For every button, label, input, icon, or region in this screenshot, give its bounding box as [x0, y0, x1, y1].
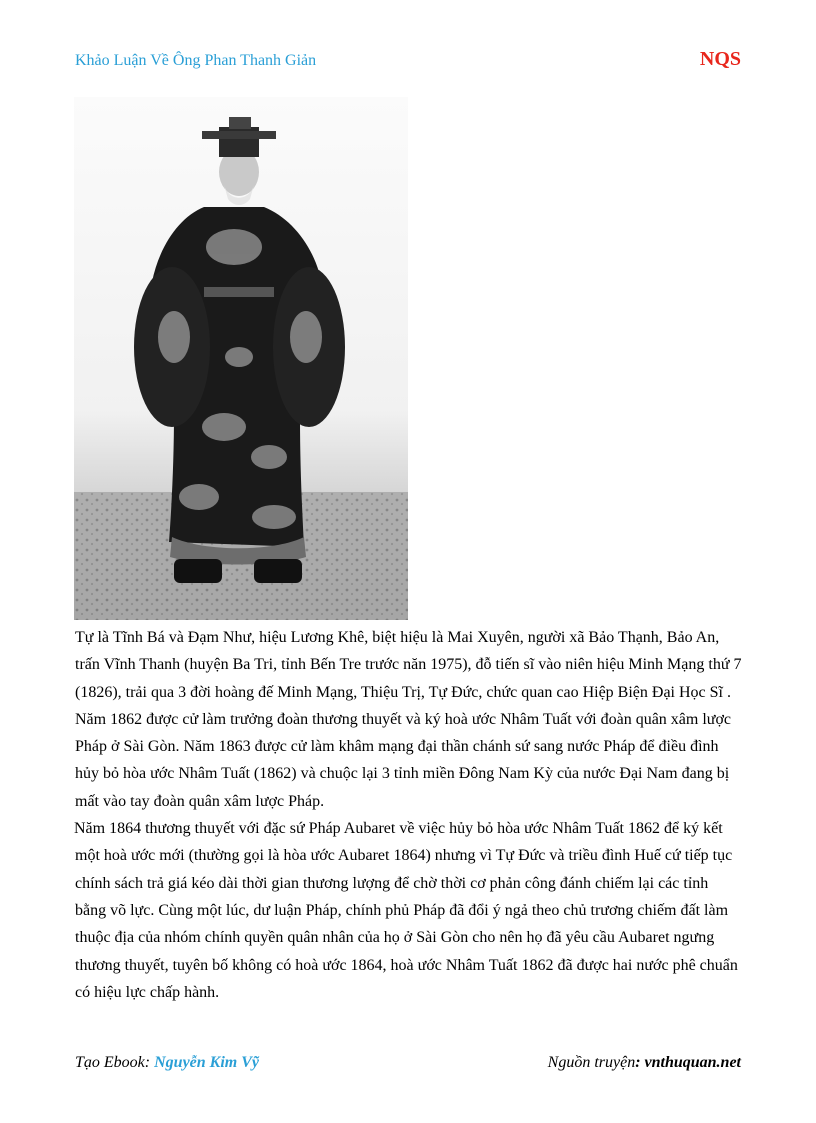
footer-credit-label: Tạo Ebook: [75, 1054, 145, 1071]
footer-source-sep: :: [635, 1054, 645, 1071]
body-text: [75, 624, 743, 1006]
paragraph-1: Tự là Tĩnh Bá và Đạm Như, hiệu Lương Khê, biệt hiệu là Mai Xuyên, người xã Bảo Thạnh, Bảo An, trấn Vĩnh Thanh (huyện Ba Tri, tỉnh Bến Tre trước năn 1975), đỗ tiến sĩ vào niên hiệu Minh Mạng thứ 7 (1826), trải qua 3 đời hoàng đế Minh Mạng, Thiệu Trị, Tự Đức, chức quan cao Hiệp Biện Đại Học Sĩ . Năm 1862 được cử làm trưởng đoàn thương thuyết và ký hoà ước Nhâm Tuất với đoàn quân xâm lược Pháp ở Sài Gòn. Năm 1863 được cử làm khâm mạng đại thần chánh sứ sang nước Pháp để điều đình hủy bỏ hòa ước Nhâm Tuất (1862) và chuộc lại 3 tỉnh miền Đông Nam Kỳ của nước Đại Nam đang bị mất vào tay đoàn quân xâm lược Pháp.: [75, 629, 742, 810]
footer-source-site: vnthuquan.net: [644, 1054, 741, 1071]
footer-credit-sep: :: [144, 1054, 155, 1071]
page-footer: [75, 1054, 741, 1076]
footer-source-label: Nguồn truyện: [547, 1054, 636, 1071]
footer-source: [548, 1054, 741, 1072]
paragraph-2: Năm 1864 thương thuyết với đặc sứ Pháp Aubaret về việc hủy bỏ hòa ước Nhâm Tuất 1862 để ký kết một hoà ước mới (thường gọi là hòa ước Aubaret 1864) nhưng vì Tự Đức và triều đình Huế cứ tiếp tục chính sách trả giá kéo dài thời gian thương lượng để chờ thời cơ phản công đánh chiếm lại các tỉnh bằng võ lực. Cùng một lúc, dư luận Pháp, chính phủ Pháp đã đổi ý ngả theo chủ trương chiếm đất làm thuộc địa của nhóm chính quyền quân nhân của họ ở Sài Gòn cho nên họ đã yêu cầu Aubaret ngưng thương thuyết, tuyên bố không có hoà ước 1864, hoà ước Nhâm Tuất 1862 đã được hai nước phê chuẩn có hiệu lực chấp hành.: [74, 820, 738, 1001]
portrait-photo: [74, 97, 408, 620]
footer-credit-name: Nguyễn Kim Vỹ: [154, 1054, 259, 1071]
header-logo: NQS: [699, 48, 741, 70]
header-title: Khảo Luận Về Ông Phan Thanh Giản: [75, 52, 317, 69]
footer-credit: [75, 1054, 259, 1072]
page-header: [75, 48, 741, 76]
